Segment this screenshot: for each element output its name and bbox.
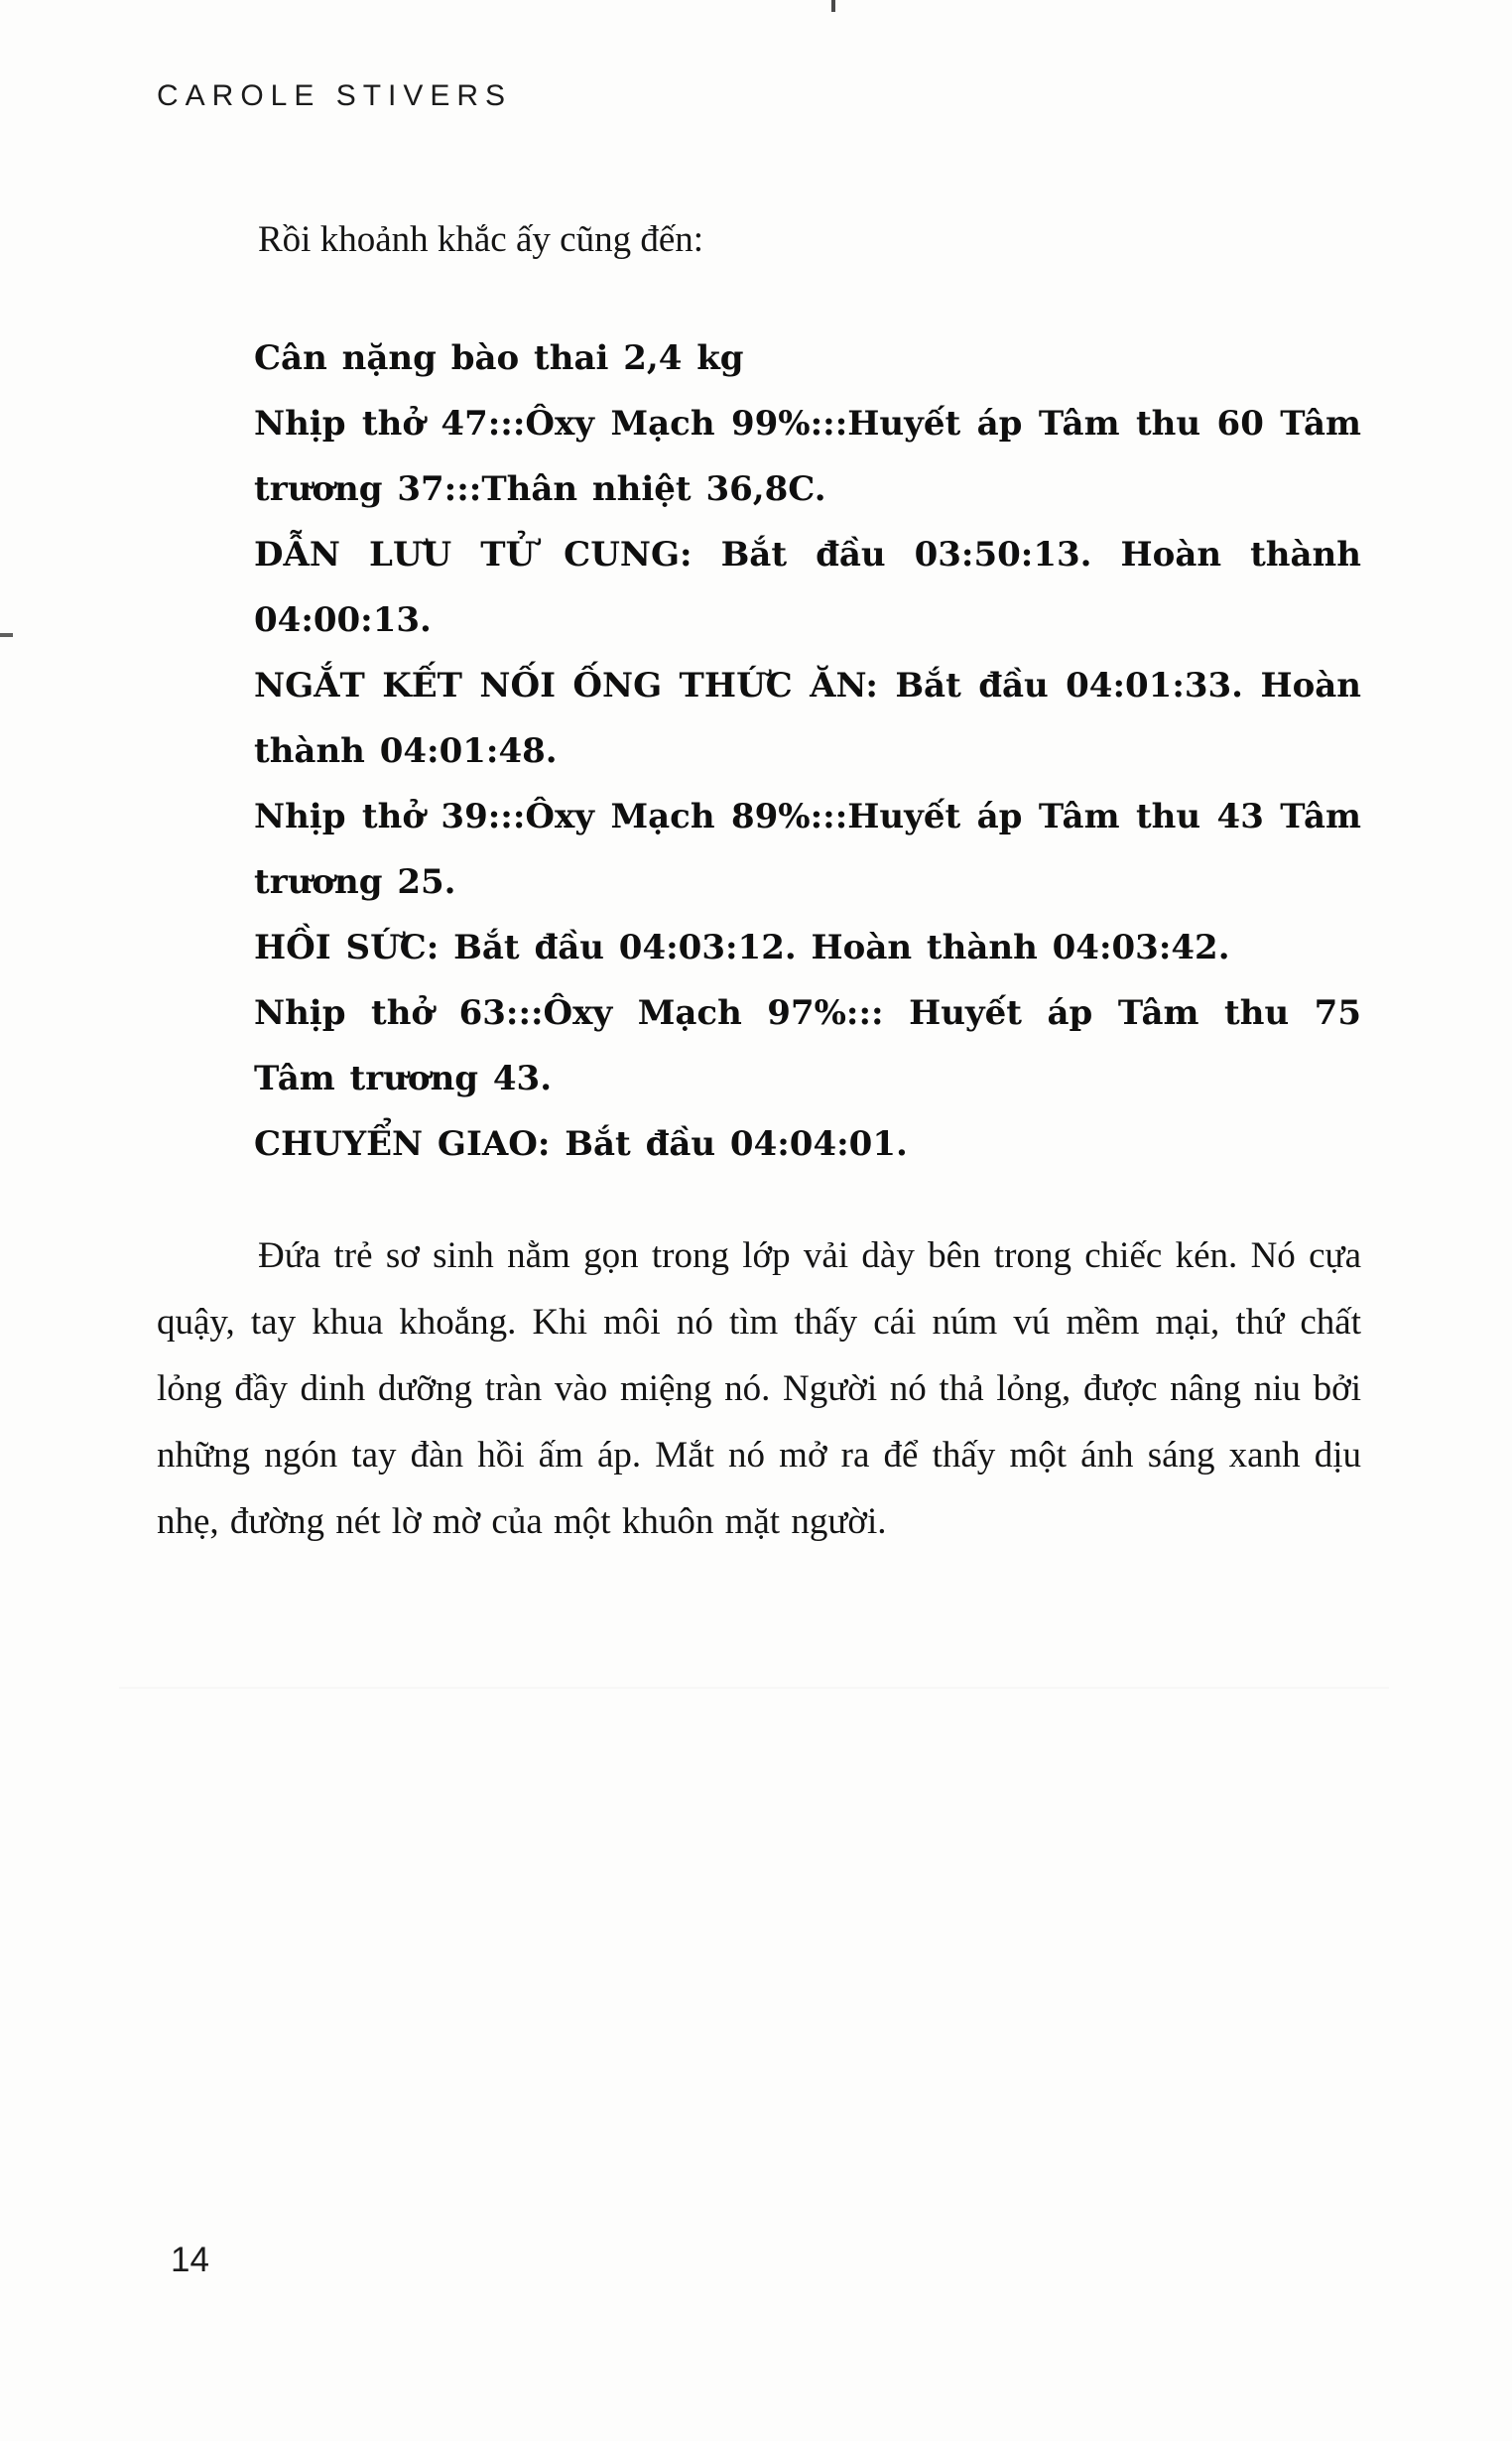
scan-artifact-streak (119, 1687, 1389, 1689)
readout-entry: HỒI SỨC: Bắt đầu 04:03:12. Hoàn thành 04:03:42. (254, 928, 1230, 967)
incubator-readout-block (254, 325, 1361, 1177)
readout-entry: Nhịp thở 47:::Ôxy Mạch 99%:::Huyết áp Tâm thu 60 Tâm trương 37:::Thân nhiệt 36,8C. (254, 404, 1361, 509)
scan-artifact-top-tick (831, 0, 835, 12)
page-body (157, 210, 1361, 1555)
readout-entry: CHUYỂN GIAO: Bắt đầu 04:04:01. (254, 1124, 908, 1164)
readout-entry: DẪN LƯU TỬ CUNG: Bắt đầu 03:50:13. Hoàn thành 04:00:13. (254, 535, 1361, 640)
running-header-author: CAROLE STIVERS (157, 79, 513, 112)
intro-paragraph: Rồi khoảnh khắc ấy cũng đến: (258, 219, 704, 260)
readout-entry: Nhịp thở 63:::Ôxy Mạch 97%::: Huyết áp Tâm thu 75 Tâm trương 43. (254, 993, 1361, 1098)
closing-paragraph: Đứa trẻ sơ sinh nằm gọn trong lớp vải dày bên trong chiếc kén. Nó cựa quậy, tay khua khoắng. Khi môi nó tìm thấy cái núm vú mềm mại, thứ chất lỏng đầy dinh dưỡng tràn vào miệng nó. Người nó thả lỏng, được nâng niu bởi những ngón tay đàn hồi ấm áp. Mắt nó mở ra để thấy một ánh sáng xanh dịu nhẹ, đường nét lờ mờ của một khuôn mặt người. (157, 1235, 1361, 1542)
readout-entry: Cân nặng bào thai 2,4 kg (254, 338, 744, 378)
page-number: 14 (171, 2241, 209, 2279)
scan-artifact-left-dash (0, 633, 13, 637)
readout-entry: Nhịp thở 39:::Ôxy Mạch 89%:::Huyết áp Tâm thu 43 Tâm trương 25. (254, 797, 1361, 902)
readout-entry: NGẮT KẾT NỐI ỐNG THỨC ĂN: Bắt đầu 04:01:33. Hoàn thành 04:01:48. (254, 666, 1361, 771)
